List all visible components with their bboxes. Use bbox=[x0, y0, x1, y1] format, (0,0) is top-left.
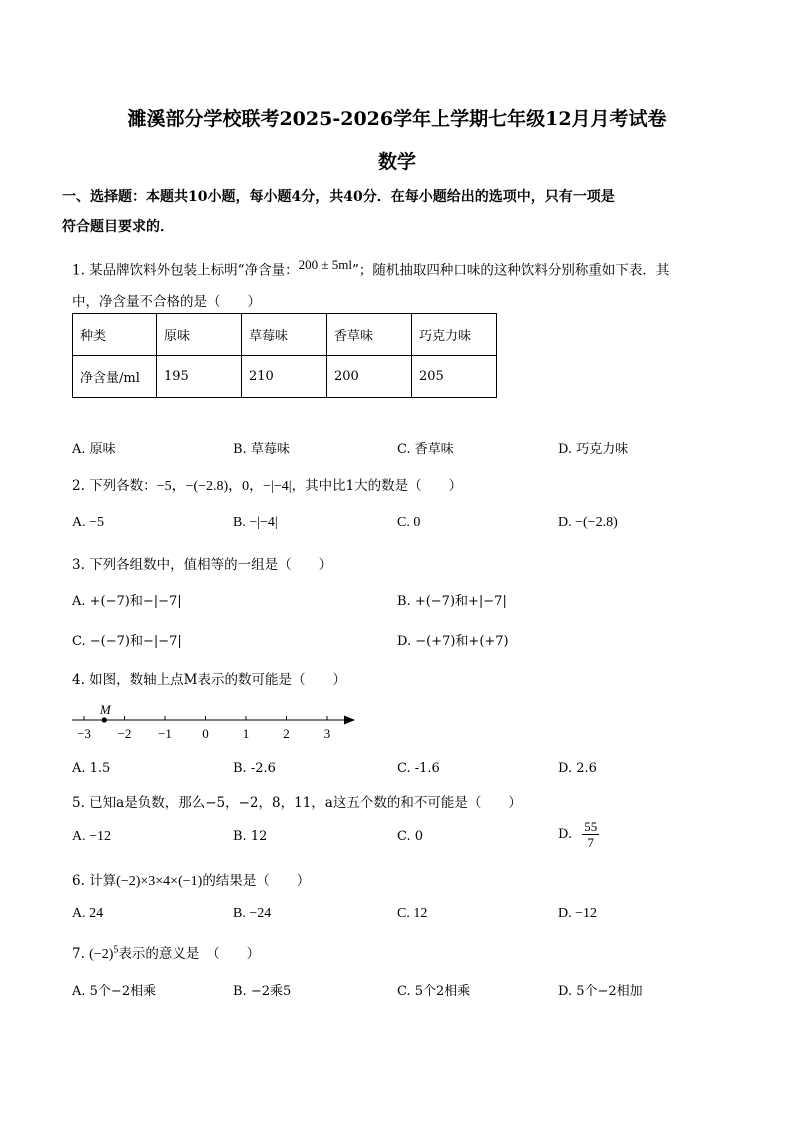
question-5-option-d-prefix: D. bbox=[558, 827, 573, 842]
table-cell: 205 bbox=[412, 356, 497, 398]
question-7-option-b: B. −2乘5 bbox=[233, 984, 292, 999]
exam-subtitle: 数学 bbox=[377, 151, 416, 173]
question-7-stem bbox=[72, 942, 260, 963]
section-header-line-1: 一、选择题：本题共10小题，每小题4分，共40分．在每小题给出的选项中，只有一项是 bbox=[62, 189, 615, 205]
question-1-spec: 200 ± 5ml bbox=[298, 257, 352, 272]
question-5-option-d bbox=[558, 819, 599, 850]
question-6-option-a: A. 24 bbox=[72, 906, 104, 921]
question-1-prefix: 1. 某品牌饮料外包装上标明“净含量： bbox=[72, 262, 299, 279]
table-cell: 草莓味 bbox=[242, 314, 327, 356]
question-7-option-a: A. 5个−2相乘 bbox=[72, 984, 157, 999]
question-4-stem: 4. 如图，数轴上点M表示的数可能是（ ） bbox=[72, 672, 346, 688]
question-3-stem: 3. 下列各组数中，值相等的一组是（ ） bbox=[72, 557, 333, 573]
question-6-stem bbox=[72, 869, 310, 890]
point-m-marker bbox=[102, 717, 107, 722]
question-5-option-d-fraction bbox=[582, 819, 599, 850]
question-6-option-d: D. −12 bbox=[558, 906, 598, 921]
question-3-option-c: C. −(−7)和−|−7| bbox=[72, 634, 182, 649]
number-line-ticks bbox=[84, 716, 327, 720]
question-1-option-d: D. 巧克力味 bbox=[558, 442, 629, 457]
question-4-option-b: B. -2.6 bbox=[233, 761, 276, 776]
question-1-line-2: 中，净含量不合格的是（ ） bbox=[72, 294, 261, 310]
question-6-option-c: C. 12 bbox=[397, 906, 428, 921]
table-cell: 净含量/ml bbox=[73, 356, 157, 398]
question-4-option-d: D. 2.6 bbox=[558, 761, 597, 776]
table-cell: 巧克力味 bbox=[412, 314, 497, 356]
question-7-prefix: 7. bbox=[72, 946, 90, 962]
question-5-option-c: C. 0 bbox=[397, 829, 424, 844]
question-2-stem bbox=[72, 474, 462, 495]
question-2-prefix: 2. 下列各数： bbox=[72, 478, 157, 494]
question-1-suffix: ”；随机抽取四种口味的这种饮料分别称重如下表．其 bbox=[351, 262, 670, 279]
question-1-option-c: C. 香草味 bbox=[397, 442, 454, 457]
question-2-math: −5，−(−2.8)，0，−|−4| bbox=[156, 479, 292, 494]
question-4-option-c: C. -1.6 bbox=[397, 761, 440, 776]
table-cell: 210 bbox=[242, 356, 327, 398]
question-7-option-c: C. 5个2相乘 bbox=[397, 984, 471, 999]
table-cell: 种类 bbox=[73, 314, 157, 356]
question-4-option-a: A. 1.5 bbox=[72, 761, 111, 776]
question-5-stem: 5. 已知a是负数，那么−5，−2，8，11，a这五个数的和不可能是（ ） bbox=[72, 795, 522, 811]
question-7-option-d: D. 5个−2相加 bbox=[558, 984, 643, 999]
fraction-numerator: 55 bbox=[584, 819, 598, 834]
number-line-tick-labels bbox=[77, 726, 330, 741]
number-line-tick-label: 0 bbox=[202, 726, 209, 741]
table-header-row bbox=[73, 314, 497, 356]
table-row bbox=[73, 356, 497, 398]
question-3-option-d: D. −(+7)和+(+7) bbox=[397, 634, 509, 649]
question-1-option-b: B. 草莓味 bbox=[233, 442, 290, 457]
number-line-tick-label: −1 bbox=[158, 726, 172, 741]
question-5-option-a: A. −12 bbox=[72, 829, 112, 844]
question-5-option-b: B. 12 bbox=[233, 829, 268, 844]
table-cell: 200 bbox=[327, 356, 412, 398]
number-line-tick-label: 3 bbox=[323, 726, 331, 741]
question-7-suffix: 表示的意义是 （ ） bbox=[118, 946, 261, 962]
table-cell: 195 bbox=[157, 356, 242, 398]
table-cell: 原味 bbox=[157, 314, 242, 356]
question-6-math: (−2)×3×4×(−1) bbox=[116, 874, 203, 889]
point-m-label: M bbox=[99, 702, 111, 717]
fraction-denominator: 7 bbox=[587, 835, 594, 850]
table-cell: 香草味 bbox=[327, 314, 412, 356]
question-6-option-b: B. −24 bbox=[233, 906, 272, 921]
question-2-option-d: D. −(−2.8) bbox=[558, 515, 618, 530]
number-line-figure bbox=[60, 698, 370, 744]
number-line-arrow bbox=[344, 716, 355, 725]
question-2-option-c: C. 0 bbox=[397, 515, 421, 530]
section-header-line-2: 符合题目要求的． bbox=[62, 219, 174, 235]
number-line-tick-label: 2 bbox=[283, 726, 290, 741]
number-line-tick-label: −2 bbox=[117, 726, 132, 741]
number-line-tick-label: −3 bbox=[77, 726, 91, 741]
question-3-option-a: A. +(−7)和−|−7| bbox=[72, 594, 182, 609]
question-3-option-b: B. +(−7)和+|−7| bbox=[397, 594, 507, 609]
question-6-prefix: 6. 计算 bbox=[72, 873, 117, 889]
question-7-exponent: 5 bbox=[113, 944, 119, 956]
question-1-table bbox=[72, 313, 497, 398]
question-2-suffix: ，其中比1大的数是（ ） bbox=[291, 478, 463, 494]
question-6-suffix: 的结果是（ ） bbox=[202, 873, 311, 889]
question-1-option-a: A. 原味 bbox=[72, 442, 116, 457]
question-2-option-a: A. −5 bbox=[72, 515, 105, 530]
question-1-line-1 bbox=[72, 257, 669, 279]
exam-title: 濉溪部分学校联考2025-2026学年上学期七年级12月月考试卷 bbox=[127, 108, 667, 130]
question-7-base: (−2) bbox=[89, 947, 114, 962]
number-line-tick-label: 1 bbox=[242, 726, 250, 741]
question-2-option-b: B. −|−4| bbox=[233, 515, 278, 530]
